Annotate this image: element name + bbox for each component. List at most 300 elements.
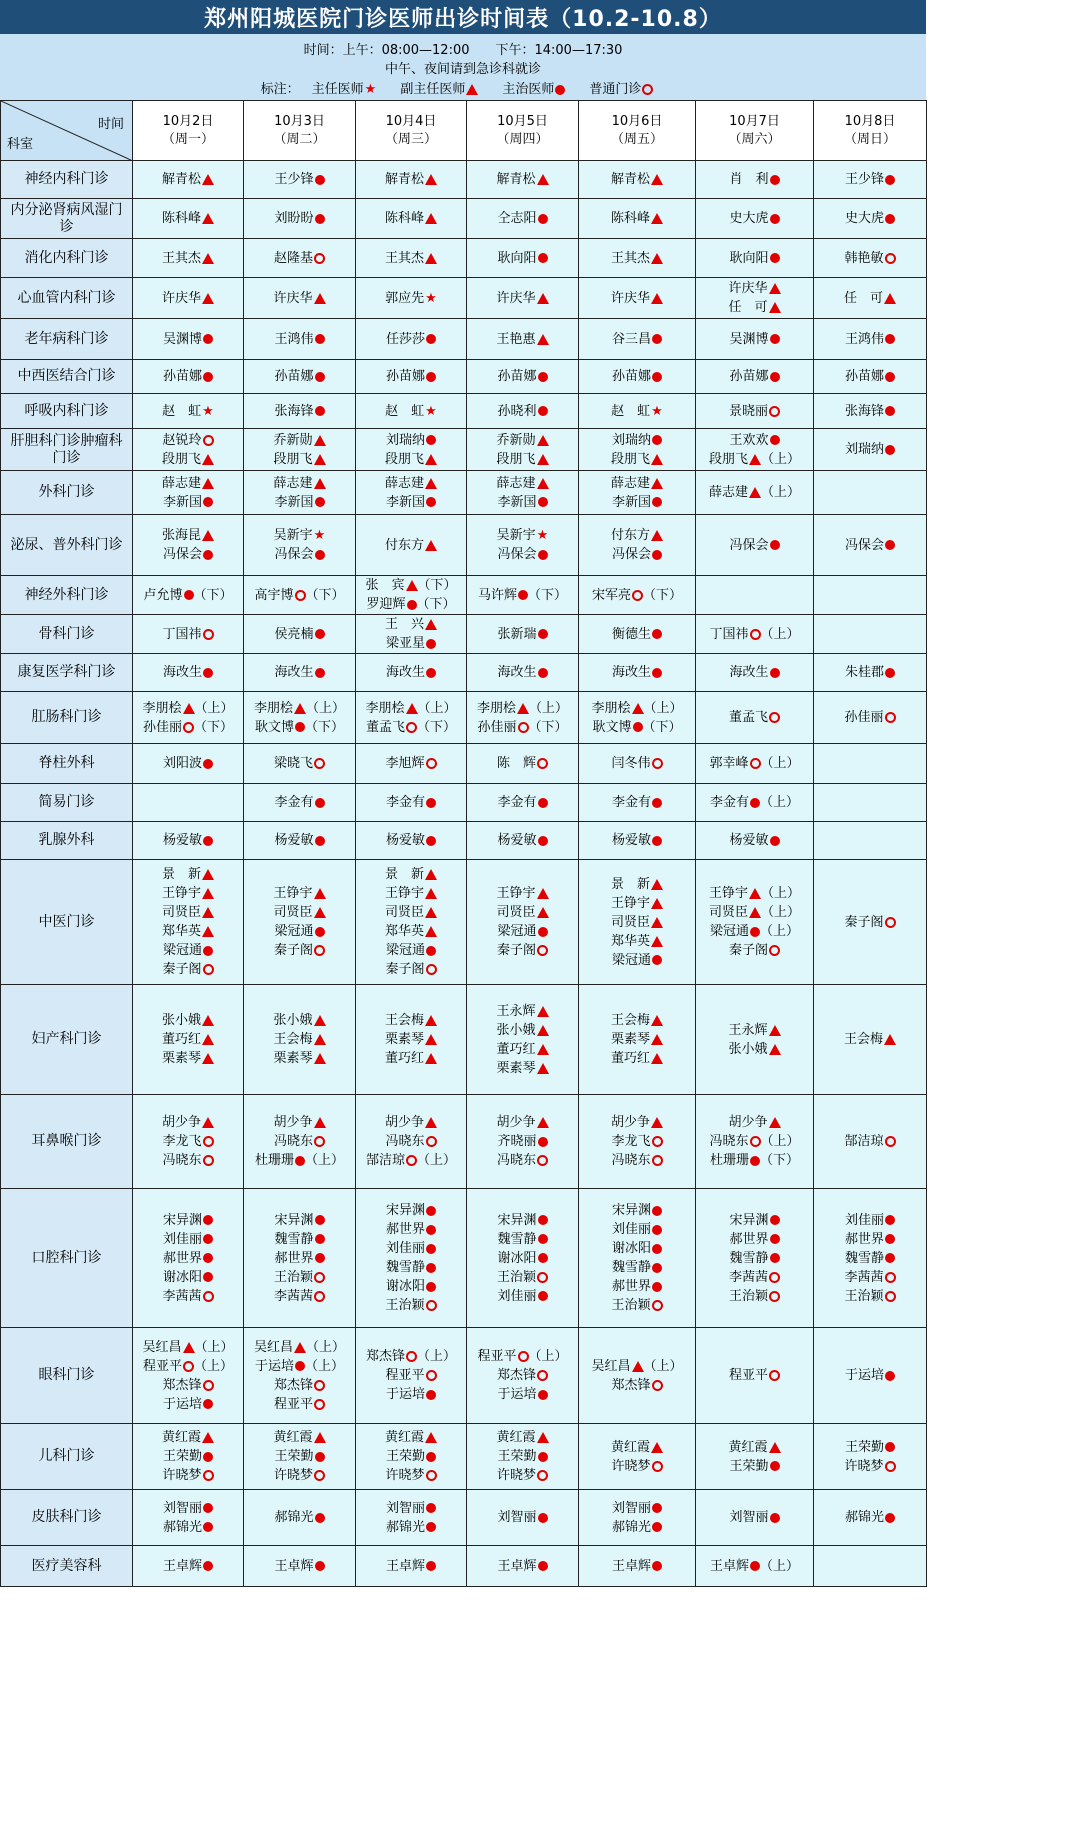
doctor-name: 李茜茜: [844, 1269, 884, 1285]
doctor-name: 耿文博: [592, 719, 632, 735]
schedule-cell: [244, 319, 356, 360]
doctor-name: 王永辉: [728, 1022, 768, 1038]
schedule-cell: [814, 515, 927, 576]
schedule-cell: [467, 515, 579, 576]
doctor-name: 孙晓利: [497, 403, 537, 419]
doctor-entry: [133, 1557, 243, 1576]
doctor-name: 张小娥: [728, 1041, 768, 1057]
doctor-name: 薛志建: [161, 475, 201, 491]
triangle-icon: [769, 1117, 781, 1128]
doctor-name: 冯保会: [729, 537, 769, 553]
doctor-entry: [244, 493, 355, 512]
doctor-entry: [467, 431, 578, 450]
ring-icon: [314, 1136, 325, 1147]
triangle-icon: [425, 1015, 437, 1026]
dot-icon: [770, 1253, 780, 1263]
schedule-cell: [814, 1095, 927, 1189]
doctor-name: 王会梅: [610, 1013, 650, 1028]
schedule-cell: [467, 278, 579, 319]
doctor-name: 黄红霞: [273, 1430, 313, 1445]
doctor-name: 程亚平: [728, 1368, 768, 1383]
doctor-entry: [356, 402, 466, 421]
legend-item-dot: [502, 82, 565, 97]
triangle-icon: [651, 530, 663, 541]
doctor-entry: [244, 209, 355, 228]
dot-icon: [315, 497, 325, 507]
doctor-entry: [814, 1287, 926, 1306]
schedule-cell: [356, 576, 467, 615]
schedule-cell: [133, 860, 244, 985]
triangle-icon: [466, 84, 478, 95]
corner-time-label: 时间: [97, 117, 124, 132]
doctor-name: 肖 利: [729, 172, 769, 187]
doctor-name: 解青松: [610, 172, 650, 187]
schedule-cell: [696, 654, 814, 692]
doctor-name: 胡少争: [384, 1115, 424, 1130]
doctor-name: 郝世界: [385, 1222, 425, 1237]
day-weekday: （周四）: [496, 131, 549, 147]
doctor-name: 郑杰锋: [162, 1377, 202, 1393]
doctor-entry: [244, 1249, 355, 1268]
dot-icon: [203, 1234, 213, 1244]
doctor-name: 于运培: [844, 1368, 884, 1383]
session-note: （上）: [760, 626, 800, 642]
doctor-name: 郝世界: [162, 1250, 202, 1266]
schedule-cell: [814, 615, 927, 654]
doctor-name: 冯晓东: [385, 1134, 425, 1149]
doctor-entry: [133, 450, 243, 469]
doctor-entry: [467, 663, 578, 682]
doctor-name: 刘智丽: [729, 1510, 769, 1525]
doctor-name: 于运培: [254, 1358, 294, 1374]
session-note: （上）: [417, 700, 457, 716]
doctor-entry: [814, 1249, 926, 1268]
doctor-entry: [133, 1428, 243, 1447]
doctor-name: 梁冠通: [385, 943, 425, 958]
doctor-name: 王卓辉: [274, 1558, 314, 1574]
schedule-cell: [579, 360, 696, 394]
schedule-cell: [814, 692, 927, 744]
doctor-name: 马许辉: [477, 587, 517, 603]
schedule-cell: [814, 199, 927, 239]
doctor-entry: [579, 1357, 695, 1376]
dot-icon: [885, 175, 895, 185]
doctor-entry: [467, 793, 578, 812]
dot-icon: [885, 540, 895, 550]
ring-icon: [885, 1272, 896, 1283]
triangle-icon: [537, 478, 549, 489]
triangle-icon: [884, 293, 896, 304]
doctor-name: 任莎莎: [385, 331, 425, 347]
dot-icon: [538, 214, 548, 224]
day-header: [244, 101, 356, 161]
doctor-entry: [244, 526, 355, 545]
schedule-cell: [356, 199, 467, 239]
doctor-name: 郑杰锋: [496, 1368, 536, 1383]
triangle-icon: [425, 174, 437, 185]
dept-name: 心血管内科门诊: [1, 278, 133, 319]
doctor-entry: [133, 1113, 243, 1132]
doctor-entry: [244, 1357, 355, 1376]
dept-row: [1, 1328, 927, 1424]
doctor-name: 郭应先: [385, 290, 425, 306]
dept-name: 骨科门诊: [1, 615, 133, 654]
schedule-cell: [579, 692, 696, 744]
session-note: （上）: [305, 1153, 345, 1168]
doctor-entry: [579, 875, 695, 894]
doctor-entry: [579, 474, 695, 493]
schedule-cell: [356, 394, 467, 429]
triangle-icon: [651, 898, 663, 909]
triangle-icon: [537, 334, 549, 345]
triangle-icon: [202, 530, 214, 541]
session-note: （上）: [760, 756, 800, 771]
doctor-entry: [696, 793, 813, 812]
dot-icon: [885, 214, 895, 224]
schedule-cell: [814, 1490, 927, 1546]
dept-row: [1, 394, 927, 429]
ring-icon: [769, 406, 780, 417]
day-header: [133, 101, 244, 161]
doctor-entry: [814, 1132, 926, 1151]
doctor-name: 冯晓东: [162, 1153, 202, 1168]
doctor-name: 李茜茜: [728, 1269, 768, 1285]
doctor-name: 秦子阁: [496, 943, 536, 958]
doctor-entry: [579, 330, 695, 349]
doctor-entry: [579, 1030, 695, 1049]
schedule-cell: [244, 1546, 356, 1587]
schedule-cell: [356, 319, 467, 360]
page-title: 郑州阳城医院门诊医师出诊时间表（10.2-10.8）: [0, 0, 926, 34]
doctor-entry: [244, 922, 355, 941]
ring-icon: [885, 1136, 896, 1147]
schedule-cell: [467, 199, 579, 239]
ring-icon: [203, 1155, 214, 1166]
doctor-entry: [244, 289, 355, 308]
schedule-cell: [467, 784, 579, 822]
doctor-entry: [133, 367, 243, 386]
doctor-entry: [579, 831, 695, 850]
dept-row: [1, 319, 927, 360]
doctor-name: 宋军亮: [591, 587, 631, 603]
doctor-name: 李新国: [162, 494, 202, 510]
doctor-name: 冯晓东: [496, 1153, 536, 1168]
doctor-name: 海改生: [385, 665, 425, 680]
ring-icon: [537, 1370, 548, 1381]
doctor-name: 卢允博: [143, 587, 183, 603]
schedule-cell: [356, 1424, 467, 1490]
dot-icon: [295, 722, 305, 732]
triangle-icon: [517, 703, 529, 714]
doctor-name: 耿向阳: [497, 250, 537, 266]
triangle-icon: [406, 580, 418, 591]
dot-icon: [885, 1234, 895, 1244]
doctor-entry: [579, 1376, 695, 1395]
schedule-cell: [356, 615, 467, 654]
triangle-icon: [749, 487, 761, 498]
doctor-name: 刘佳丽: [611, 1222, 651, 1237]
triangle-icon: [651, 1053, 663, 1064]
dept-name: 皮肤科门诊: [1, 1490, 133, 1546]
triangle-icon: [537, 1025, 549, 1036]
doctor-entry: [467, 450, 578, 469]
doctor-name: 陈科峰: [610, 211, 650, 226]
doctor-entry: [814, 440, 926, 459]
doctor-entry: [133, 431, 243, 450]
doctor-name: 宋异渊: [274, 1212, 314, 1228]
doctor-name: 魏雪静: [729, 1250, 769, 1266]
schedule-cell: [814, 1189, 927, 1328]
dept-row: [1, 1490, 927, 1546]
doctor-entry: [579, 1296, 695, 1315]
schedule-cell: [244, 822, 356, 860]
schedule-cell: [133, 1095, 244, 1189]
dept-name: 医疗美容科: [1, 1546, 133, 1587]
triangle-icon: [651, 253, 663, 264]
ring-icon: [769, 712, 780, 723]
dot-icon: [652, 1282, 662, 1292]
schedule-cell: [814, 985, 927, 1095]
doctor-name: 司贤臣: [384, 905, 424, 920]
doctor-name: 刘佳丽: [385, 1241, 425, 1256]
dot-icon: [426, 639, 436, 649]
doctor-name: 司贤臣: [610, 914, 650, 930]
doctor-entry: [356, 615, 466, 634]
schedule-cell: [696, 1424, 814, 1490]
doctor-entry: [696, 298, 813, 317]
schedule-cell: [696, 576, 814, 615]
doctor-name: 董孟飞: [365, 719, 405, 735]
schedule-cell: [244, 394, 356, 429]
triangle-icon: [314, 435, 326, 446]
doctor-name: 李朋桧: [142, 700, 182, 716]
schedule-cell: [467, 360, 579, 394]
doctor-name: 孙苗娜: [844, 369, 884, 384]
dept-name: 老年病科门诊: [1, 319, 133, 360]
triangle-icon: [884, 1034, 896, 1045]
doctor-entry: [696, 170, 813, 189]
doctor-entry: [133, 474, 243, 493]
schedule-cell: [133, 615, 244, 654]
doctor-name: 李朋桧: [476, 700, 516, 716]
dept-row: [1, 860, 927, 985]
schedule-cell: [244, 515, 356, 576]
schedule-cell: [814, 429, 927, 471]
doctor-name: 宋异渊: [385, 1203, 425, 1218]
session-note: （上）: [194, 1358, 234, 1374]
doctor-entry: [696, 1457, 813, 1476]
doctor-name: 孙苗娜: [385, 369, 425, 384]
schedule-cell: [244, 360, 356, 394]
doctor-name: 许庆华: [161, 290, 201, 306]
doctor-name: 许晓梦: [496, 1468, 536, 1483]
doctor-name: 海改生: [729, 665, 769, 680]
doctor-name: 许晓梦: [844, 1458, 884, 1474]
triangle-icon: [314, 478, 326, 489]
doctor-entry: [244, 1557, 355, 1576]
star-icon: ★: [651, 403, 663, 419]
schedule-cell: [696, 1546, 814, 1587]
dot-icon: [652, 1263, 662, 1273]
doctor-entry: [244, 330, 355, 349]
doctor-name: 王治颖: [273, 1269, 313, 1285]
doctor-entry: [814, 536, 926, 555]
dept-name: 肛肠科门诊: [1, 692, 133, 744]
dot-icon: [652, 1503, 662, 1513]
doctor-entry: [467, 1268, 578, 1287]
doctor-name: 陈科峰: [384, 211, 424, 226]
dept-name: 脊柱外科: [1, 744, 133, 784]
doctor-entry: [696, 1508, 813, 1527]
doctor-name: 司贤臣: [273, 905, 313, 920]
dept-name: 泌尿、普外科门诊: [1, 515, 133, 576]
doctor-entry: [579, 1438, 695, 1457]
schedule-cell: [467, 1490, 579, 1546]
schedule-cell: [244, 615, 356, 654]
dept-row: [1, 471, 927, 515]
schedule-cell: [814, 1424, 927, 1490]
day-weekday: （周一）: [161, 131, 214, 147]
doctor-entry: [356, 1277, 466, 1296]
schedule-cell: [696, 692, 814, 744]
triangle-icon: [749, 888, 761, 899]
doctor-name: 郝锦光: [274, 1510, 314, 1525]
doctor-entry: [467, 545, 578, 564]
schedule-cell: [356, 471, 467, 515]
ring-icon: [652, 1155, 663, 1166]
doctor-entry: [467, 1021, 578, 1040]
doctor-name: 秦子阁: [385, 962, 425, 977]
ring-icon: [652, 758, 663, 769]
doctor-name: 郝锦光: [162, 1519, 202, 1535]
doctor-entry: [467, 922, 578, 941]
day-weekday: （周二）: [273, 131, 326, 147]
doctor-entry: [133, 1011, 243, 1030]
dept-row: [1, 744, 927, 784]
doctor-name: 段朋飞: [496, 451, 536, 467]
doctor-name: 李新国: [385, 494, 425, 510]
session-note: （上）: [643, 1358, 683, 1374]
dot-icon: [538, 372, 548, 382]
schedule-cell: [133, 1546, 244, 1587]
doctor-name: 张海昆: [161, 528, 201, 543]
doctor-name: 刘瑞纳: [611, 432, 651, 448]
schedule-cell: [696, 278, 814, 319]
ring-icon: [203, 1470, 214, 1481]
triangle-icon: [294, 1342, 306, 1353]
doctor-entry: [244, 718, 355, 737]
session-note: （上）: [194, 700, 234, 716]
doctor-entry: [133, 865, 243, 884]
triangle-icon: [202, 174, 214, 185]
dept-name: 乳腺外科: [1, 822, 133, 860]
ring-icon: [652, 1300, 663, 1311]
doctor-name: 付东方: [384, 537, 424, 553]
doctor-name: 王铮宇: [496, 886, 536, 901]
schedule-cell: [133, 1328, 244, 1424]
doctor-entry: [579, 367, 695, 386]
dot-icon: [770, 253, 780, 263]
schedule-cell: [696, 1328, 814, 1424]
dept-row: [1, 199, 927, 239]
doctor-name: 海改生: [611, 665, 651, 680]
dot-icon: [203, 1272, 213, 1282]
dot-icon: [770, 214, 780, 224]
doctor-entry: [356, 431, 466, 450]
doctor-entry: [133, 699, 243, 718]
doctor-name: 段朋飞: [610, 451, 650, 467]
doctor-entry: [467, 941, 578, 960]
schedule-cell: [467, 471, 579, 515]
doctor-name: 杜珊珊: [254, 1153, 294, 1168]
doctor-name: 乔新勋: [496, 432, 536, 448]
doctor-entry: [356, 754, 466, 773]
dot-icon: [315, 668, 325, 678]
doctor-name: 杨爱敏: [497, 833, 537, 848]
schedule-cell: [696, 822, 814, 860]
doctor-name: 景晓丽: [728, 403, 768, 419]
dept-name: 神经外科门诊: [1, 576, 133, 615]
doctor-entry: [467, 289, 578, 308]
doctor-name: 吴新宇: [496, 528, 536, 543]
dept-row: [1, 1424, 927, 1490]
session-note: （上）: [417, 1153, 457, 1168]
doctor-entry: [579, 170, 695, 189]
schedule-cell: [133, 654, 244, 692]
doctor-name: 刘智丽: [162, 1500, 202, 1516]
doctor-entry: [244, 1395, 355, 1414]
doctor-name: 谢冰阳: [385, 1279, 425, 1294]
triangle-icon: [314, 1432, 326, 1443]
schedule-cell: [696, 161, 814, 199]
doctor-entry: [133, 831, 243, 850]
schedule-cell: [814, 1328, 927, 1424]
doctor-entry: [467, 249, 578, 268]
doctor-entry: [356, 634, 466, 653]
triangle-icon: [537, 1117, 549, 1128]
doctor-name: 朱桂郡: [844, 665, 884, 680]
doctor-name: 乔新勋: [273, 432, 313, 448]
triangle-icon: [749, 454, 761, 465]
star-icon: ★: [536, 528, 549, 543]
dot-icon: [426, 372, 436, 382]
doctor-entry: [356, 1518, 466, 1537]
doctor-name: 景 新: [610, 876, 650, 892]
triangle-icon: [651, 1442, 663, 1453]
doctor-name: 王其杰: [161, 250, 201, 266]
doctor-entry: [244, 884, 355, 903]
doctor-name: 任 可: [843, 290, 883, 306]
schedule-cell: [467, 860, 579, 985]
doctor-name: 王少锋: [274, 172, 314, 187]
schedule-cell: [814, 471, 927, 515]
triangle-icon: [202, 293, 214, 304]
schedule-cell: [814, 860, 927, 985]
doctor-entry: [467, 754, 578, 773]
schedule-cell: [814, 278, 927, 319]
schedule-cell: [356, 429, 467, 471]
dot-icon: [652, 372, 662, 382]
dot-icon: [295, 1156, 305, 1166]
doctor-entry: [579, 402, 695, 421]
doctor-name: 丁国祎: [162, 626, 202, 642]
doctor-name: 海改生: [274, 665, 314, 680]
schedule-cell: [467, 1189, 579, 1328]
ring-icon: [314, 1380, 325, 1391]
doctor-name: 李新国: [274, 494, 314, 510]
ring-icon: [426, 964, 437, 975]
doctor-entry: [467, 1557, 578, 1576]
